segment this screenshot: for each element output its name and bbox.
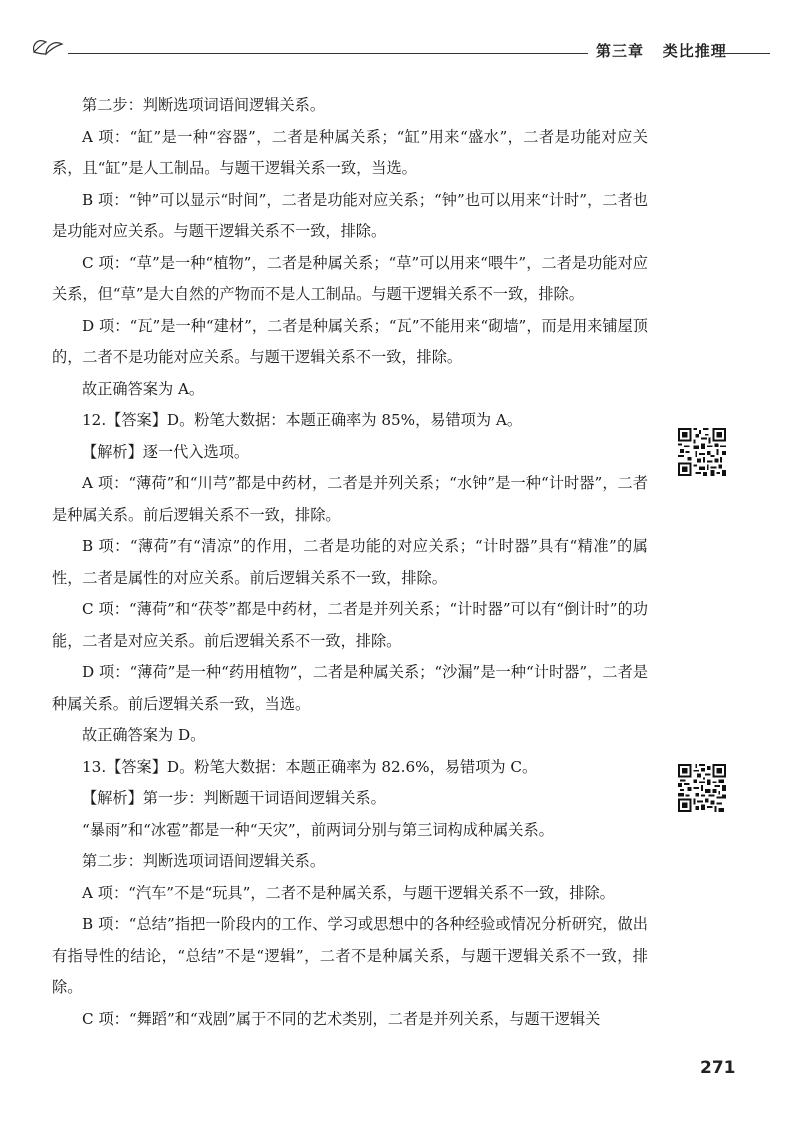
header-rule-left	[68, 53, 588, 54]
header-rule-right	[720, 53, 770, 54]
page-number: 271	[700, 1058, 736, 1078]
paragraph: 第二步：判断选项词语间逻辑关系。	[82, 96, 325, 114]
analysis-line: 【解析】第一步：判断题干词语间逻辑关系。	[82, 789, 386, 807]
paragraph: B 项：“薄荷”有“清凉”的作用，二者是功能的对应关系；“计时器”具有“精准”的属性，二者是属性的对应关系。前后逻辑关系不一致，排除。	[52, 537, 648, 587]
paragraph: A 项：“缸”是一种“容器”，二者是种属关系；“缸”用来“盛水”，二者是功能对应关系，且“缸”是人工制品。与题干逻辑关系一致，当选。	[52, 127, 648, 177]
paragraph: C 项：“薄荷”和“茯苓”都是中药材，二者是并列关系；“计时器”可以有“倒计时”的功能，二者是对应关系。前后逻辑关系不一致，排除。	[52, 600, 648, 650]
paragraph: A 项：“薄荷”和“川芎”都是中药材，二者是并列关系；“水钟”是一种“计时器”，二者是种属关系。前后逻辑关系不一致，排除。	[52, 474, 648, 524]
qr-code-icon[interactable]	[678, 764, 726, 812]
paragraph: C 项：“舞蹈”和“戏剧”属于不同的艺术类别，二者是并列关系，与题干逻辑关	[82, 1009, 601, 1028]
page-header	[30, 34, 770, 64]
paragraph: 故正确答案为 D。	[82, 726, 206, 744]
chapter-heading	[596, 40, 727, 61]
paragraph: B 项：“总结”指把一阶段内的工作、学习或思想中的各种经验或情况分析研究，做出有指导性的结论，“总结”不是“逻辑”，二者不是种属关系，与题干逻辑关系不一致，排除。	[52, 915, 648, 996]
paragraph: D 项：“薄荷”是一种“药用植物”，二者是种属关系；“沙漏”是一种“计时器”，二者是种属关系。前后逻辑关系一致，当选。	[52, 663, 648, 713]
paragraph: 故正确答案为 A。	[82, 379, 205, 398]
chapter-label: 第三章	[596, 42, 645, 60]
qr-code-icon[interactable]	[678, 428, 726, 476]
answer-line: 12.【答案】D。粉笔大数据：本题正确率为 85%，易错项为 A。	[82, 411, 523, 429]
paragraph: 第二步：判断选项词语间逻辑关系。	[82, 852, 325, 870]
paragraph: C 项：“草”是一种“植物”，二者是种属关系；“草”可以用来“喂牛”，二者是功能对应关系，但“草”是大自然的产物而不是人工制品。与题干逻辑关系不一致，排除。	[52, 253, 648, 303]
paragraph: D 项：“瓦”是一种“建材”，二者是种属关系；“瓦”不能用来“砌墙”，而是用来铺屋顶的，二者不是功能对应关系。与题干逻辑关系不一致，排除。	[52, 316, 648, 366]
paragraph: A 项：“汽车”不是“玩具”，二者不是种属关系，与题干逻辑关系不一致，排除。	[82, 883, 615, 902]
leaf-sprout-icon	[30, 34, 70, 58]
paragraph: B 项：“钟”可以显示“时间”，二者是功能对应关系；“钟”也可以用来“计时”，二者也是功能对应关系。与题干逻辑关系不一致，排除。	[52, 190, 648, 240]
analysis-line: 【解析】逐一代入选项。	[82, 442, 250, 461]
page-body	[52, 90, 648, 1035]
chapter-title: 类比推理	[662, 42, 727, 60]
answer-line: 13.【答案】D。粉笔大数据：本题正确率为 82.6%，易错项为 C。	[82, 757, 538, 776]
paragraph: “暴雨”和“冰雹”都是一种“天灾”，前两词分别与第三词构成种属关系。	[82, 820, 554, 839]
